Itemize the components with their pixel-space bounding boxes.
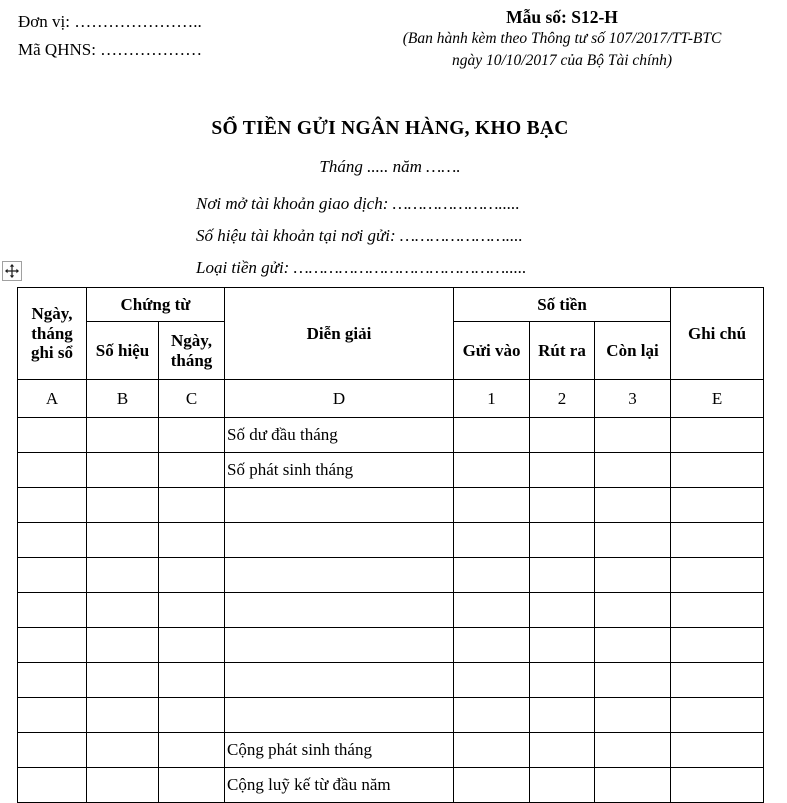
account-place-line[interactable]: Nơi mở tài khoản giao dịch: …………………..... — [196, 194, 520, 213]
form-info-block — [352, 6, 772, 71]
cell-voucher-no[interactable] — [87, 418, 159, 453]
cell-note[interactable] — [671, 663, 764, 698]
col-header-amount-group: Số tiền — [454, 288, 671, 322]
cell-description[interactable] — [225, 698, 454, 733]
table-move-handle[interactable] — [2, 261, 22, 281]
cell-description[interactable] — [225, 593, 454, 628]
cell-voucher-no[interactable] — [87, 628, 159, 663]
cell-voucher-date[interactable] — [159, 698, 225, 733]
letter-cell-1: 1 — [454, 380, 530, 418]
cell-note[interactable] — [671, 418, 764, 453]
cell-withdraw[interactable] — [530, 523, 595, 558]
unit-line[interactable]: Đơn vị: ………………….. — [18, 12, 202, 31]
letter-cell-a: A — [18, 380, 87, 418]
table-row — [18, 698, 764, 733]
cell-balance[interactable] — [595, 453, 671, 488]
col-header-voucher-number: Số hiệu — [87, 322, 159, 380]
cell-deposit[interactable] — [454, 663, 530, 698]
table-row — [18, 628, 764, 663]
cell-description[interactable] — [225, 663, 454, 698]
table-row — [18, 663, 764, 698]
cell-withdraw[interactable] — [530, 453, 595, 488]
col-header-withdraw: Rút ra — [530, 322, 595, 380]
cell-description[interactable]: Cộng phát sinh tháng — [225, 733, 454, 768]
cell-balance[interactable] — [595, 593, 671, 628]
cell-balance[interactable] — [595, 733, 671, 768]
page-title: SỔ TIỀN GỬI NGÂN HÀNG, KHO BẠC — [211, 118, 569, 139]
cell-note[interactable] — [671, 768, 764, 803]
cell-deposit[interactable] — [454, 453, 530, 488]
cell-balance[interactable] — [595, 523, 671, 558]
account-number-line[interactable]: Số hiệu tài khoản tại nơi gửi: ………………….... — [196, 226, 523, 245]
cell-note[interactable] — [671, 558, 764, 593]
cell-voucher-no[interactable] — [87, 488, 159, 523]
cell-date[interactable] — [18, 593, 87, 628]
cell-balance[interactable] — [595, 418, 671, 453]
cell-voucher-no[interactable] — [87, 593, 159, 628]
col-header-description: Diễn giải — [225, 288, 454, 380]
cell-balance[interactable] — [595, 768, 671, 803]
cell-date[interactable] — [18, 768, 87, 803]
letter-row — [18, 380, 764, 418]
cell-deposit[interactable] — [454, 733, 530, 768]
cell-description[interactable] — [225, 628, 454, 663]
ledger-table — [17, 287, 764, 803]
page-subtitle[interactable]: Tháng ..... năm ……. — [319, 157, 461, 176]
cell-note[interactable] — [671, 453, 764, 488]
cell-date[interactable] — [18, 663, 87, 698]
cell-description[interactable]: Số phát sinh tháng — [225, 453, 454, 488]
col-header-voucher-date: Ngày, tháng — [159, 322, 225, 380]
cell-withdraw[interactable] — [530, 663, 595, 698]
cell-voucher-no[interactable] — [87, 733, 159, 768]
col-header-note: Ghi chú — [671, 288, 764, 380]
cell-deposit[interactable] — [454, 768, 530, 803]
cell-balance[interactable] — [595, 663, 671, 698]
table-row — [18, 593, 764, 628]
cell-date[interactable] — [18, 733, 87, 768]
table-body — [18, 418, 764, 803]
cell-date[interactable] — [18, 453, 87, 488]
cell-balance[interactable] — [595, 488, 671, 523]
cell-date[interactable] — [18, 523, 87, 558]
cell-deposit[interactable] — [454, 418, 530, 453]
table-row — [18, 418, 764, 453]
cell-voucher-no[interactable] — [87, 663, 159, 698]
letter-cell-c: C — [159, 380, 225, 418]
cell-description[interactable] — [225, 523, 454, 558]
cell-description[interactable]: Số dư đầu tháng — [225, 418, 454, 453]
unit-block — [18, 8, 202, 64]
cell-note[interactable] — [671, 593, 764, 628]
qhns-line[interactable]: Mã QHNS: ……………… — [18, 40, 203, 59]
cell-withdraw[interactable] — [530, 418, 595, 453]
table-row — [18, 488, 764, 523]
cell-deposit[interactable] — [454, 628, 530, 663]
cell-withdraw[interactable] — [530, 593, 595, 628]
cell-voucher-no[interactable] — [87, 558, 159, 593]
issued-line-2: ngày 10/10/2017 của Bộ Tài chính) — [452, 51, 672, 69]
cell-note[interactable] — [671, 628, 764, 663]
cell-note[interactable] — [671, 698, 764, 733]
cell-withdraw[interactable] — [530, 733, 595, 768]
cell-deposit[interactable] — [454, 593, 530, 628]
letter-cell-d: D — [225, 380, 454, 418]
cell-voucher-date[interactable] — [159, 488, 225, 523]
cell-deposit[interactable] — [454, 488, 530, 523]
letter-cell-b: B — [87, 380, 159, 418]
table-row — [18, 733, 764, 768]
cell-withdraw[interactable] — [530, 488, 595, 523]
cell-voucher-date[interactable] — [159, 418, 225, 453]
cell-description[interactable] — [225, 488, 454, 523]
cell-balance[interactable] — [595, 628, 671, 663]
cell-voucher-date[interactable] — [159, 628, 225, 663]
letter-cell-e: E — [671, 380, 764, 418]
cell-note[interactable] — [671, 488, 764, 523]
move-arrows-icon — [5, 264, 19, 278]
cell-voucher-date[interactable] — [159, 663, 225, 698]
meta-block — [196, 194, 526, 290]
cell-note[interactable] — [671, 733, 764, 768]
col-header-voucher-group: Chứng từ — [87, 288, 225, 322]
cell-balance[interactable] — [595, 698, 671, 733]
cell-voucher-date[interactable] — [159, 593, 225, 628]
table-row — [18, 523, 764, 558]
cell-voucher-date[interactable] — [159, 558, 225, 593]
cell-voucher-date[interactable] — [159, 453, 225, 488]
issued-line-1: (Ban hành kèm theo Thông tư số 107/2017/TT-BTC — [402, 30, 722, 47]
table-row — [18, 768, 764, 803]
table-row — [18, 453, 764, 488]
cell-voucher-date[interactable] — [159, 733, 225, 768]
cell-deposit[interactable] — [454, 698, 530, 733]
cell-date[interactable] — [18, 488, 87, 523]
letter-cell-2: 2 — [530, 380, 595, 418]
cell-note[interactable] — [671, 523, 764, 558]
cell-withdraw[interactable] — [530, 698, 595, 733]
cell-deposit[interactable] — [454, 523, 530, 558]
cell-voucher-no[interactable] — [87, 523, 159, 558]
cell-voucher-no[interactable] — [87, 768, 159, 803]
cell-withdraw[interactable] — [530, 628, 595, 663]
cell-date[interactable] — [18, 698, 87, 733]
cell-voucher-no[interactable] — [87, 698, 159, 733]
cell-voucher-date[interactable] — [159, 523, 225, 558]
col-header-balance: Còn lại — [595, 322, 671, 380]
cell-date[interactable] — [18, 628, 87, 663]
cell-deposit[interactable] — [454, 558, 530, 593]
cell-date[interactable] — [18, 558, 87, 593]
currency-type-line[interactable]: Loại tiền gửi: ……………………………………..... — [196, 258, 527, 277]
letter-cell-3: 3 — [595, 380, 671, 418]
cell-date[interactable] — [18, 418, 87, 453]
cell-voucher-date[interactable] — [159, 768, 225, 803]
col-header-deposit: Gửi vào — [454, 322, 530, 380]
cell-description[interactable]: Cộng luỹ kế từ đầu năm — [225, 768, 454, 803]
cell-description[interactable] — [225, 558, 454, 593]
cell-voucher-no[interactable] — [87, 453, 159, 488]
cell-withdraw[interactable] — [530, 558, 595, 593]
col-header-date-recorded: Ngày, tháng ghi sổ — [18, 288, 87, 380]
form-number: Mẫu số: S12-H — [506, 7, 618, 27]
cell-withdraw[interactable] — [530, 768, 595, 803]
table-row — [18, 558, 764, 593]
cell-balance[interactable] — [595, 558, 671, 593]
